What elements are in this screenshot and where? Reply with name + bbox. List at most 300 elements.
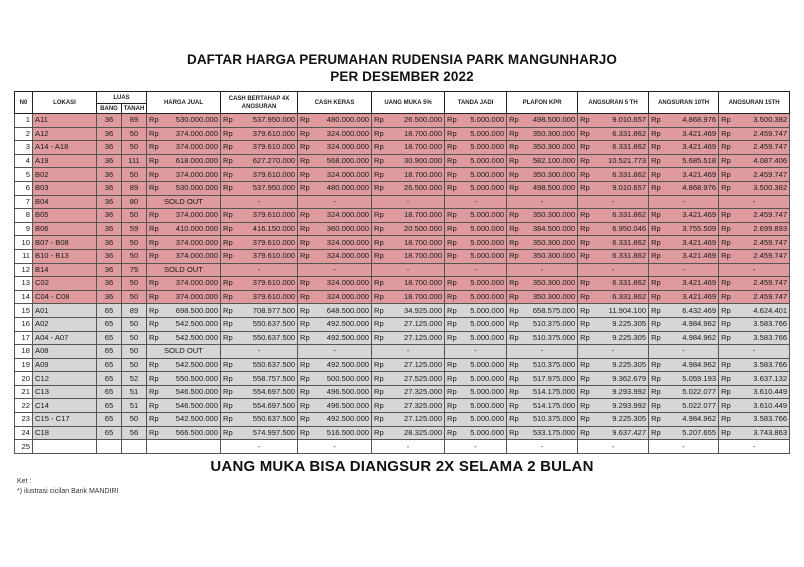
cell-angsuran-15th: 2.699.893	[733, 222, 790, 236]
currency-label: Rp	[372, 331, 386, 345]
cell-tanah: 89	[122, 304, 147, 318]
cell-tanah: 50	[122, 209, 147, 223]
currency-label: Rp	[221, 304, 235, 318]
currency-label: Rp	[221, 358, 235, 372]
table-row	[15, 154, 790, 168]
cell-plafon-kpr: 510.375.000	[521, 413, 578, 427]
cell-cash-bertahap: 379.610.000	[235, 209, 298, 223]
cell-harga-jual: 546.500.000	[161, 399, 221, 413]
cell-harga-jual: 374.000.000	[161, 209, 221, 223]
cell-angsuran-10th: 5.059.193	[663, 372, 719, 386]
currency-label: Rp	[507, 413, 521, 427]
cell-angsuran-15th: -	[719, 440, 790, 454]
currency-label: Rp	[298, 114, 312, 128]
currency-label: Rp	[372, 413, 386, 427]
currency-label: Rp	[719, 358, 733, 372]
currency-label: Rp	[578, 317, 592, 331]
cell-lokasi: B07 - B08	[33, 236, 97, 250]
cell-angsuran-15th: -	[719, 195, 790, 209]
currency-label: Rp	[372, 154, 386, 168]
cell-lokasi: C12	[33, 372, 97, 386]
cell-tanda-jadi: 5.000.000	[459, 358, 507, 372]
cell-angsuran-10th: 6.432.469	[663, 304, 719, 318]
cell-cash-bertahap: 550.637.500	[235, 331, 298, 345]
cell-harga-jual: 374.000.000	[161, 168, 221, 182]
cell-tanda-jadi: 5.000.000	[459, 249, 507, 263]
currency-label: Rp	[298, 372, 312, 386]
currency-label: Rp	[298, 168, 312, 182]
currency-label: Rp	[221, 141, 235, 155]
cell-harga-jual: 374.000.000	[161, 236, 221, 250]
currency-label: Rp	[298, 290, 312, 304]
cell-uang-muka: 20.500.000	[386, 222, 445, 236]
cell-lokasi: A14 - A18	[33, 141, 97, 155]
table-row	[15, 345, 790, 359]
currency-label: Rp	[372, 222, 386, 236]
cell-angsuran-15th: 3.583.766	[733, 317, 790, 331]
cell-angsuran-15th: 4.087.406	[733, 154, 790, 168]
cell-angsuran-10th: 4.984.962	[663, 331, 719, 345]
cell-cash-bertahap: 379.610.000	[235, 141, 298, 155]
currency-label: Rp	[507, 141, 521, 155]
cell-tanda-jadi: 5.000.000	[459, 413, 507, 427]
currency-label: Rp	[649, 304, 663, 318]
currency-label: Rp	[372, 249, 386, 263]
cell-angsuran-5th: -	[578, 195, 649, 209]
cell-plafon-kpr: 350.300.000	[521, 209, 578, 223]
currency-label: Rp	[147, 304, 161, 318]
currency-label: Rp	[719, 154, 733, 168]
cell-uang-muka: 28.325.000	[386, 426, 445, 440]
currency-label: Rp	[147, 209, 161, 223]
cell-uang-muka: 27.325.000	[386, 399, 445, 413]
row-number: 10	[15, 236, 33, 250]
cell-cash-keras: 500.500.000	[312, 372, 372, 386]
cell-plafon-kpr: 510.375.000	[521, 317, 578, 331]
down-payment-note: UANG MUKA BISA DIANGSUR 2X SELAMA 2 BULAN	[210, 458, 594, 475]
currency-label: Rp	[298, 222, 312, 236]
cell-plafon-kpr: 350.300.000	[521, 168, 578, 182]
cell-cash-bertahap: 550.637.500	[235, 413, 298, 427]
cell-bang: 65	[97, 345, 122, 359]
cell-uang-muka: 34.925.000	[386, 304, 445, 318]
cell-cash-keras: 324.000.000	[312, 141, 372, 155]
row-number: 2	[15, 127, 33, 141]
cell-bang: 36	[97, 168, 122, 182]
table-row	[15, 372, 790, 386]
cell-angsuran-15th: 2.459.747	[733, 141, 790, 155]
cell-tanda-jadi: 5.000.000	[459, 277, 507, 291]
currency-label: Rp	[719, 236, 733, 250]
currency-label: Rp	[507, 181, 521, 195]
cell-angsuran-5th: 6.331.862	[592, 168, 649, 182]
cell-bang: 36	[97, 114, 122, 128]
currency-label: Rp	[649, 222, 663, 236]
cell-plafon-kpr: -	[507, 263, 578, 277]
currency-label: Rp	[372, 358, 386, 372]
cell-harga-jual: 550.500.000	[161, 372, 221, 386]
cell-uang-muka: 26.500.000	[386, 114, 445, 128]
currency-label: Rp	[372, 385, 386, 399]
cell-tanah: 50	[122, 345, 147, 359]
cell-bang: 65	[97, 385, 122, 399]
currency-label: Rp	[221, 181, 235, 195]
table-row	[15, 440, 790, 454]
cell-angsuran-5th: 9.293.992	[592, 399, 649, 413]
currency-label: Rp	[221, 399, 235, 413]
cell-lokasi: C15 - C17	[33, 413, 97, 427]
cell-tanah: 89	[122, 181, 147, 195]
cell-lokasi: A02	[33, 317, 97, 331]
row-number: 5	[15, 168, 33, 182]
cell-bang: 36	[97, 209, 122, 223]
cell-angsuran-5th: -	[578, 263, 649, 277]
currency-label: Rp	[649, 331, 663, 345]
row-number: 17	[15, 331, 33, 345]
table-row	[15, 385, 790, 399]
cell-cash-keras: -	[298, 440, 372, 454]
currency-label: Rp	[221, 114, 235, 128]
cell-uang-muka: 18.700.000	[386, 249, 445, 263]
cell-angsuran-10th: 5.207.655	[663, 426, 719, 440]
currency-label: Rp	[649, 141, 663, 155]
header-uang-muka: UANG MUKA 5%	[372, 92, 445, 114]
cell-bang: 36	[97, 154, 122, 168]
row-number: 8	[15, 209, 33, 223]
cell-harga-jual: 566.500.000	[161, 426, 221, 440]
cell-cash-bertahap: 416.150.000	[235, 222, 298, 236]
cell-angsuran-5th: 9.225.305	[592, 358, 649, 372]
cell-tanah	[122, 440, 147, 454]
currency-label: Rp	[445, 114, 459, 128]
cell-cash-bertahap: 379.610.000	[235, 249, 298, 263]
cell-cash-bertahap: 627.270.000	[235, 154, 298, 168]
cell-angsuran-5th: 10.521.773	[592, 154, 649, 168]
cell-uang-muka: 27.525.000	[386, 372, 445, 386]
header-lokasi: LOKASI	[33, 92, 97, 114]
currency-label: Rp	[578, 222, 592, 236]
currency-label: Rp	[372, 127, 386, 141]
cell-tanah: 50	[122, 290, 147, 304]
cell-cash-bertahap: 537.950.000	[235, 114, 298, 128]
cell-cash-keras: 360.000.000	[312, 222, 372, 236]
currency-label: Rp	[719, 413, 733, 427]
currency-label: Rp	[649, 181, 663, 195]
cell-uang-muka: 27.125.000	[386, 317, 445, 331]
cell-cash-keras: 516.500.000	[312, 426, 372, 440]
currency-label: Rp	[507, 127, 521, 141]
currency-label: Rp	[719, 372, 733, 386]
cell-cash-keras: 648.500.000	[312, 304, 372, 318]
currency-label: Rp	[445, 372, 459, 386]
currency-label: Rp	[445, 358, 459, 372]
cell-angsuran-5th: 9.225.305	[592, 331, 649, 345]
cell-angsuran-5th: 9.225.305	[592, 317, 649, 331]
price-rows	[15, 114, 790, 454]
currency-label: Rp	[147, 114, 161, 128]
table-row	[15, 331, 790, 345]
currency-label: Rp	[445, 154, 459, 168]
currency-label: Rp	[578, 127, 592, 141]
cell-cash-keras: 492.500.000	[312, 331, 372, 345]
cell-tanda-jadi: 5.000.000	[459, 317, 507, 331]
currency-label: Rp	[719, 209, 733, 223]
cell-angsuran-10th: 4.984.962	[663, 358, 719, 372]
cell-angsuran-15th: 3.610.449	[733, 399, 790, 413]
cell-angsuran-15th: 3.637.132	[733, 372, 790, 386]
cell-angsuran-5th: 9.637.427	[592, 426, 649, 440]
cell-angsuran-15th: 3.500.382	[733, 181, 790, 195]
header-plafon-kpr: PLAFON KPR	[507, 92, 578, 114]
cell-plafon-kpr: 582.100.000	[521, 154, 578, 168]
cell-plafon-kpr: 350.300.000	[521, 141, 578, 155]
cell-cash-keras: 568.000.000	[312, 154, 372, 168]
currency-label: Rp	[221, 372, 235, 386]
currency-label: Rp	[445, 236, 459, 250]
currency-label: Rp	[298, 249, 312, 263]
currency-label: Rp	[507, 249, 521, 263]
cell-harga-jual: 618.000.000	[161, 154, 221, 168]
currency-label: Rp	[649, 399, 663, 413]
header-harga-jual: HARGA JUAL	[147, 92, 221, 114]
cell-uang-muka: 18.700.000	[386, 141, 445, 155]
cell-uang-muka: -	[372, 195, 445, 209]
cell-tanda-jadi: 5.000.000	[459, 290, 507, 304]
cell-angsuran-10th: -	[649, 195, 719, 209]
cell-harga-jual: 410.000.000	[161, 222, 221, 236]
cell-lokasi: B03	[33, 181, 97, 195]
row-number: 25	[15, 440, 33, 454]
currency-label: Rp	[578, 413, 592, 427]
cell-harga-jual: 542.500.000	[161, 358, 221, 372]
cell-angsuran-5th: 9.010.657	[592, 114, 649, 128]
currency-label: Rp	[221, 290, 235, 304]
currency-label: Rp	[147, 277, 161, 291]
currency-label: Rp	[649, 154, 663, 168]
table-row	[15, 222, 790, 236]
currency-label: Rp	[719, 168, 733, 182]
currency-label: Rp	[221, 168, 235, 182]
currency-label: Rp	[298, 358, 312, 372]
cell-uang-muka: 27.125.000	[386, 358, 445, 372]
currency-label: Rp	[221, 249, 235, 263]
cell-angsuran-5th: 9.225.305	[592, 413, 649, 427]
currency-label: Rp	[507, 209, 521, 223]
sold-out-label: SOLD OUT	[147, 195, 221, 209]
cell-cash-bertahap: -	[221, 345, 298, 359]
currency-label: Rp	[649, 114, 663, 128]
cell-cash-keras: 496.500.000	[312, 385, 372, 399]
cell-lokasi: A12	[33, 127, 97, 141]
cell-angsuran-15th: 3.583.766	[733, 358, 790, 372]
cell-angsuran-10th: -	[649, 440, 719, 454]
cell-plafon-kpr: 510.375.000	[521, 331, 578, 345]
cell-harga-jual: 530.000.000	[161, 114, 221, 128]
cell-plafon-kpr: 350.300.000	[521, 290, 578, 304]
currency-label: Rp	[719, 426, 733, 440]
cell-uang-muka: -	[372, 345, 445, 359]
currency-label: Rp	[445, 249, 459, 263]
cell-plafon-kpr: 498.500.000	[521, 181, 578, 195]
cell-tanda-jadi: -	[445, 440, 507, 454]
cell-angsuran-15th: 3.583.766	[733, 413, 790, 427]
cell-tanah: 50	[122, 236, 147, 250]
table-row	[15, 413, 790, 427]
cell-tanda-jadi: 5.000.000	[459, 426, 507, 440]
cell-bang: 65	[97, 372, 122, 386]
currency-label: Rp	[507, 114, 521, 128]
currency-label: Rp	[221, 331, 235, 345]
currency-label: Rp	[298, 181, 312, 195]
cell-lokasi: B10 - B13	[33, 249, 97, 263]
cell-tanah: 56	[122, 426, 147, 440]
cell-angsuran-10th: 3.421.469	[663, 127, 719, 141]
cell-cash-keras: 492.500.000	[312, 413, 372, 427]
cell-bang: 65	[97, 317, 122, 331]
cell-bang: 65	[97, 331, 122, 345]
currency-label: Rp	[147, 385, 161, 399]
row-number: 7	[15, 195, 33, 209]
cell-bang: 36	[97, 195, 122, 209]
currency-label: Rp	[221, 222, 235, 236]
currency-label: Rp	[372, 277, 386, 291]
cell-angsuran-10th: -	[649, 345, 719, 359]
cell-cash-keras: -	[298, 195, 372, 209]
cell-angsuran-15th: 2.459.747	[733, 290, 790, 304]
currency-label: Rp	[445, 127, 459, 141]
table-row	[15, 304, 790, 318]
row-number: 19	[15, 358, 33, 372]
cell-tanah: 50	[122, 358, 147, 372]
currency-label: Rp	[578, 331, 592, 345]
cell-cash-bertahap: 708.977.500	[235, 304, 298, 318]
currency-label: Rp	[719, 331, 733, 345]
cell-tanah: 52	[122, 372, 147, 386]
cell-cash-bertahap: 379.610.000	[235, 168, 298, 182]
cell-lokasi: A08	[33, 345, 97, 359]
cell-plafon-kpr: 658.575.000	[521, 304, 578, 318]
cell-plafon-kpr: 350.300.000	[521, 277, 578, 291]
currency-label: Rp	[147, 331, 161, 345]
cell-angsuran-10th: -	[649, 263, 719, 277]
currency-label: Rp	[719, 114, 733, 128]
currency-label: Rp	[578, 358, 592, 372]
currency-label: Rp	[578, 385, 592, 399]
currency-label: Rp	[372, 209, 386, 223]
currency-label: Rp	[507, 277, 521, 291]
currency-label: Rp	[445, 290, 459, 304]
cell-bang: 65	[97, 304, 122, 318]
header-no: N0	[15, 92, 33, 114]
cell-angsuran-5th: 6.331.862	[592, 209, 649, 223]
currency-label: Rp	[372, 114, 386, 128]
cell-angsuran-5th: 6.331.862	[592, 141, 649, 155]
cell-angsuran-5th: 6.331.862	[592, 127, 649, 141]
currency-label: Rp	[147, 413, 161, 427]
row-number: 15	[15, 304, 33, 318]
currency-label: Rp	[147, 399, 161, 413]
row-number: 24	[15, 426, 33, 440]
currency-label: Rp	[507, 304, 521, 318]
cell-lokasi: A01	[33, 304, 97, 318]
cell-cash-bertahap: 379.610.000	[235, 127, 298, 141]
currency-label: Rp	[147, 154, 161, 168]
cell-bang: 65	[97, 413, 122, 427]
cell-tanah: 80	[122, 195, 147, 209]
currency-label: Rp	[649, 249, 663, 263]
cell-tanah: 89	[122, 114, 147, 128]
cell-harga-jual: 542.500.000	[161, 413, 221, 427]
table-row	[15, 263, 790, 277]
table-row	[15, 127, 790, 141]
currency-label: Rp	[298, 399, 312, 413]
currency-label: Rp	[578, 181, 592, 195]
cell-plafon-kpr: 350.300.000	[521, 249, 578, 263]
cell-cash-bertahap: 550.637.500	[235, 358, 298, 372]
currency-label: Rp	[507, 168, 521, 182]
cell-lokasi: A09	[33, 358, 97, 372]
header-angsuran-5th: ANGSURAN 5 TH	[578, 92, 649, 114]
currency-label: Rp	[298, 317, 312, 331]
currency-label: Rp	[578, 304, 592, 318]
currency-label: Rp	[719, 249, 733, 263]
cell-plafon-kpr: 514.175.000	[521, 399, 578, 413]
cell-lokasi: B04	[33, 195, 97, 209]
currency-label: Rp	[147, 317, 161, 331]
cell-plafon-kpr: 517.975.000	[521, 372, 578, 386]
table-row	[15, 114, 790, 128]
cell-plafon-kpr: 384.500.000	[521, 222, 578, 236]
currency-label: Rp	[719, 399, 733, 413]
currency-label: Rp	[298, 385, 312, 399]
currency-label: Rp	[147, 249, 161, 263]
currency-label: Rp	[649, 236, 663, 250]
row-number: 6	[15, 181, 33, 195]
cell-tanah: 75	[122, 263, 147, 277]
cell-cash-keras: 324.000.000	[312, 290, 372, 304]
cell-tanah: 50	[122, 249, 147, 263]
currency-label: Rp	[578, 114, 592, 128]
cell-harga-jual: 374.000.000	[161, 249, 221, 263]
header-luas: LUAS	[97, 92, 147, 104]
header-angsuran-10th: ANGSURAN 10TH	[649, 92, 719, 114]
currency-label: Rp	[578, 426, 592, 440]
cell-tanah: 59	[122, 222, 147, 236]
cell-lokasi: B05	[33, 209, 97, 223]
cell-plafon-kpr: -	[507, 345, 578, 359]
cell-harga-jual: 374.000.000	[161, 127, 221, 141]
currency-label: Rp	[221, 277, 235, 291]
cell-angsuran-15th: 3.583.766	[733, 331, 790, 345]
row-number: 3	[15, 141, 33, 155]
cell-plafon-kpr: 498.500.000	[521, 114, 578, 128]
cell-tanda-jadi: 5.000.000	[459, 222, 507, 236]
currency-label: Rp	[719, 181, 733, 195]
cell-angsuran-15th: 4.624.401	[733, 304, 790, 318]
currency-label: Rp	[649, 426, 663, 440]
header-bang: BANG	[97, 104, 122, 114]
cell-angsuran-15th: 2.459.747	[733, 209, 790, 223]
cell-tanah: 111	[122, 154, 147, 168]
cell-uang-muka: 27.325.000	[386, 385, 445, 399]
cell-uang-muka: 18.700.000	[386, 236, 445, 250]
row-number: 12	[15, 263, 33, 277]
cell-cash-bertahap: -	[221, 440, 298, 454]
table-row	[15, 399, 790, 413]
currency-label: Rp	[147, 426, 161, 440]
cell-uang-muka: 26.500.000	[386, 181, 445, 195]
cell-lokasi: C13	[33, 385, 97, 399]
